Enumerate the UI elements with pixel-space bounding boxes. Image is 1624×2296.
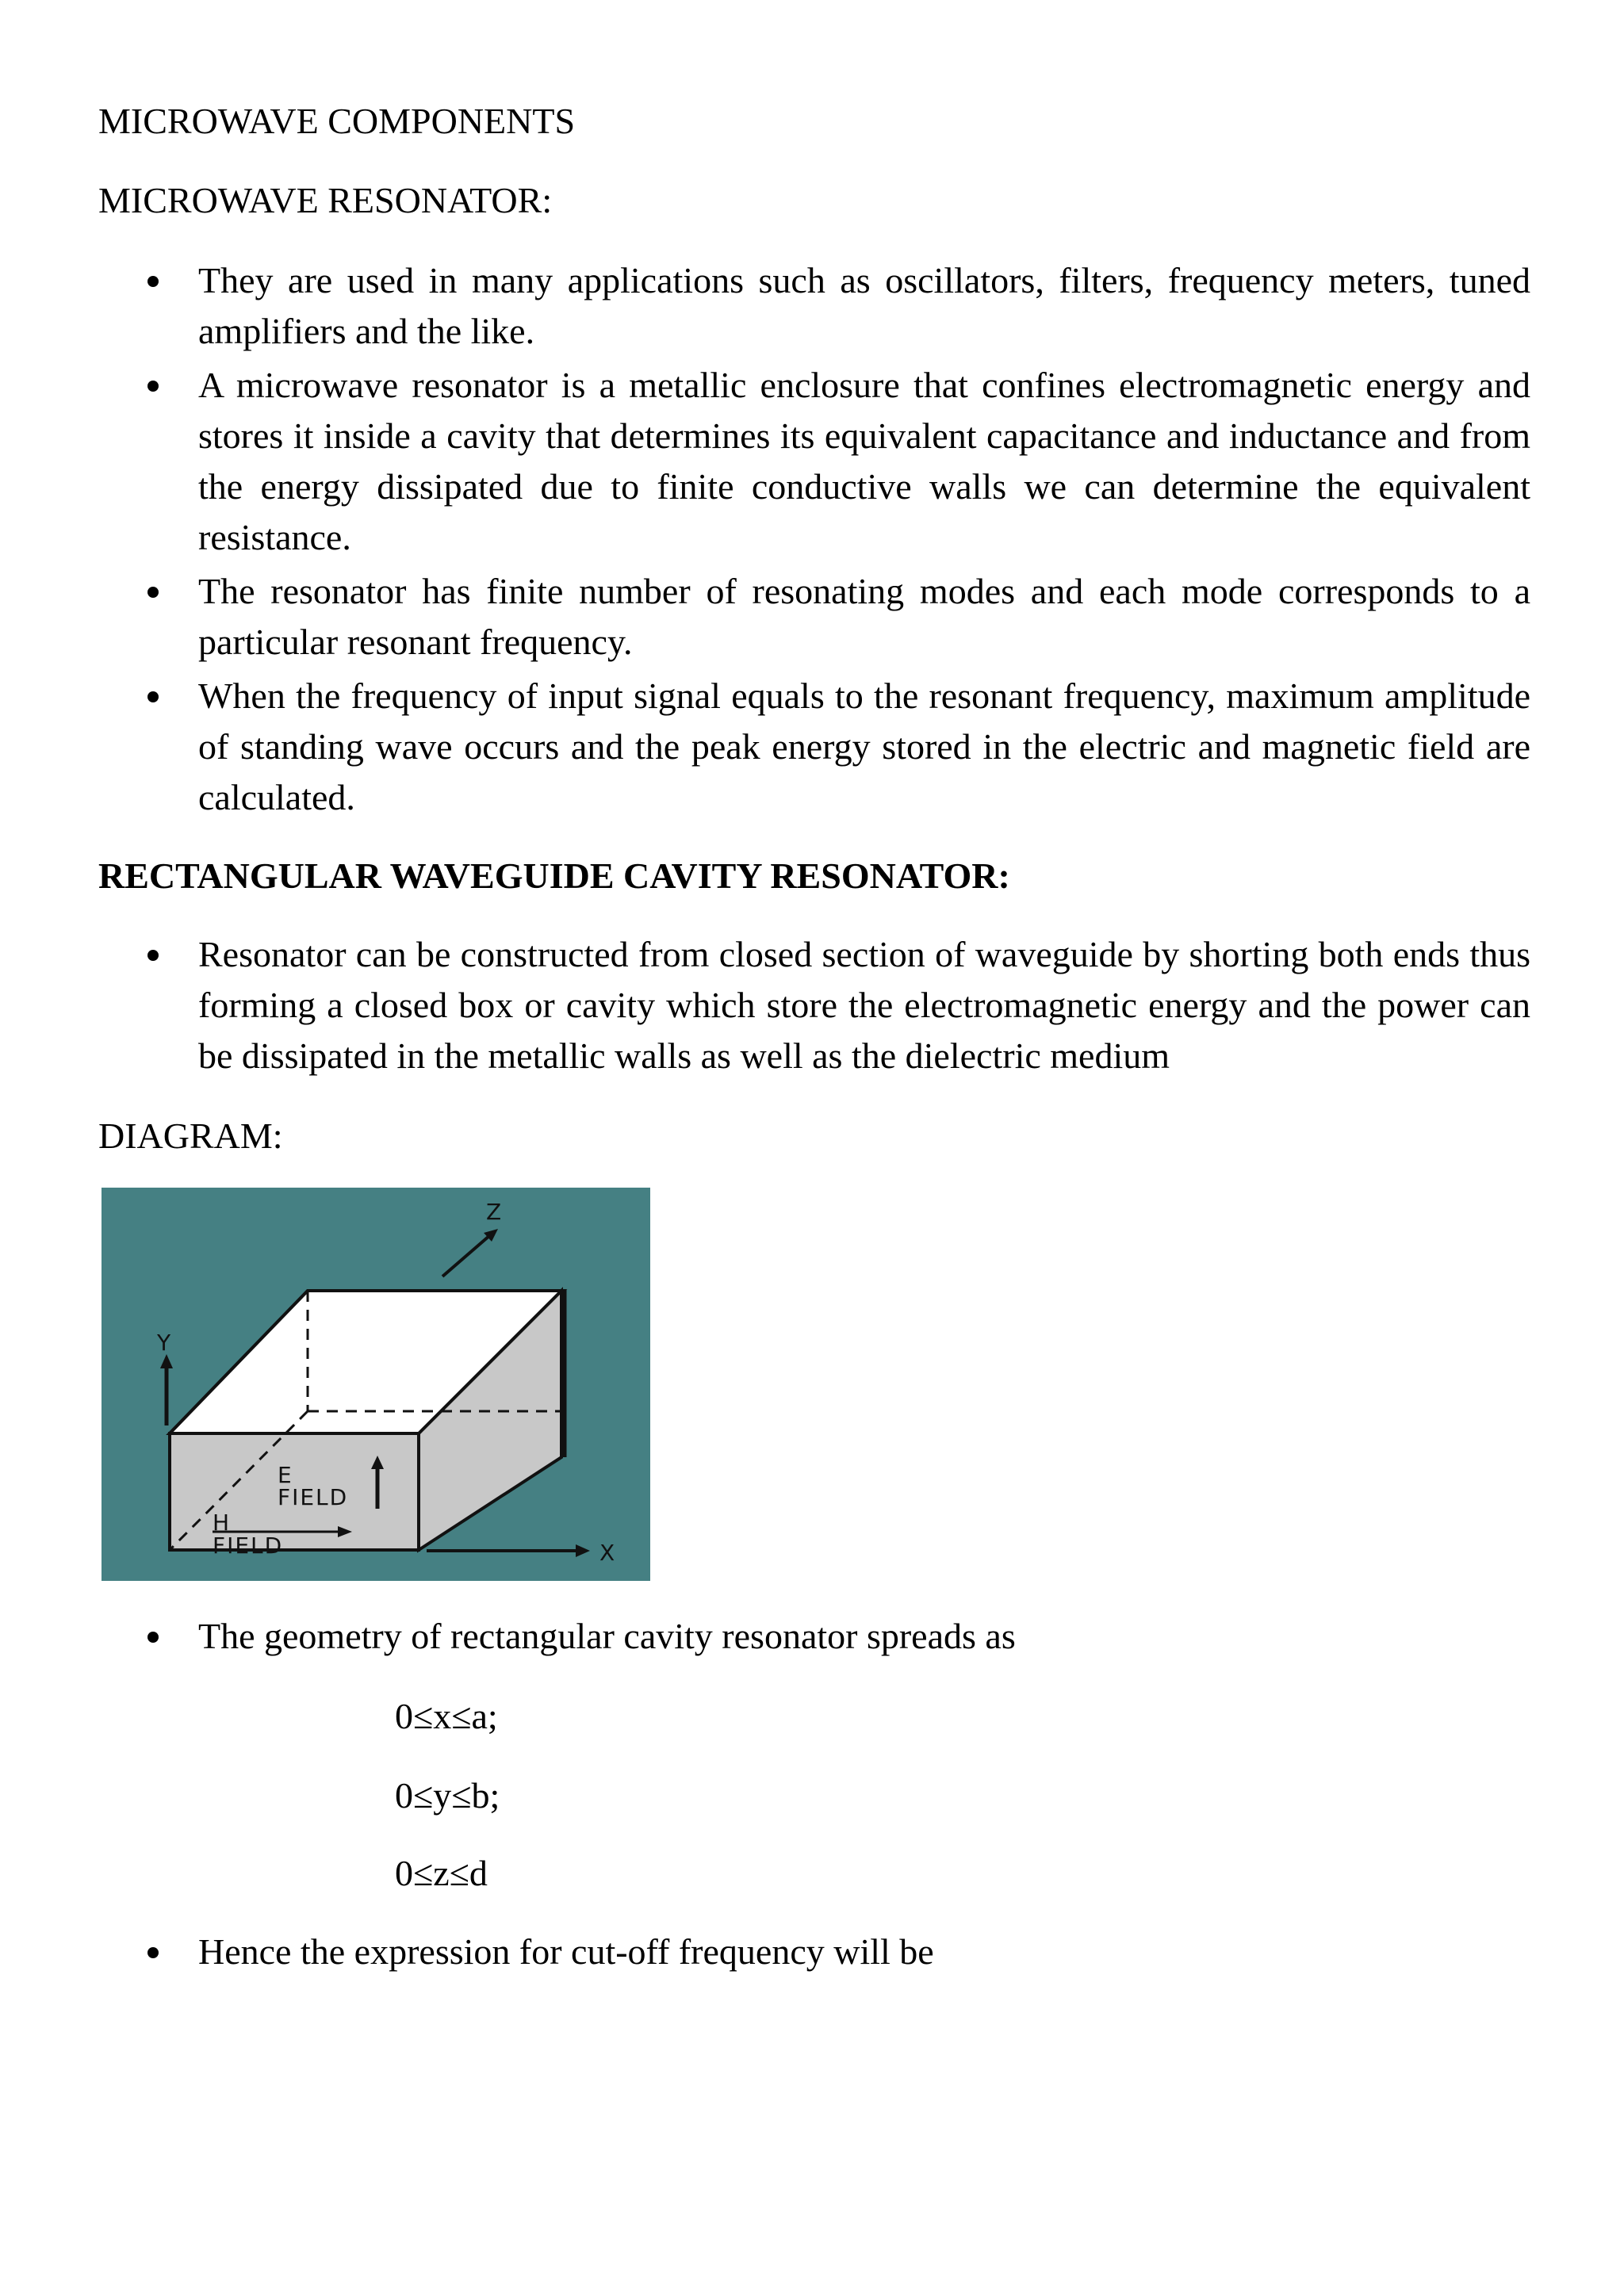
bullet-icon [147,1632,159,1643]
diagram-svg [102,1188,650,1581]
y-axis-label: Y [157,1330,173,1356]
x-axis-label: X [599,1540,617,1566]
cavity-bullet-list [98,929,1530,1085]
resonator-bullet-list [98,255,1530,826]
cutoff-bullet-list [98,1927,1530,1980]
bullet-icon [147,691,159,702]
inequality-z: 0≤z≤d [395,1853,488,1893]
h-field-label-top: H [213,1510,232,1536]
h-field-label-bottom: FIELD [213,1533,284,1559]
bullet-icon [147,950,159,961]
e-field-label-bottom: FIELD [278,1484,349,1510]
inequality-y: 0≤y≤b; [395,1775,500,1816]
bullet-icon [147,276,159,287]
cavity-resonator-diagram [102,1188,650,1581]
z-axis-label: Z [486,1199,504,1225]
section-heading-rectangular-cavity: RECTANGULAR WAVEGUIDE CAVITY RESONATOR: [98,855,1010,896]
bullet-icon [147,1947,159,1958]
list-item: A microwave resonator is a metallic enclosure that confines electromagnetic energy and stores it inside a cavity that determines its equivalent capacitance and inductance and from the energy dissipated due to finite conductive walls we can determine the equivalent resistance. [98,360,1530,563]
diagram-heading: DIAGRAM: [98,1115,283,1156]
e-field-label-top: E [278,1462,293,1488]
inequality-x: 0≤x≤a; [395,1696,498,1736]
page-title: MICROWAVE COMPONENTS [98,101,576,141]
bullet-icon [147,381,159,392]
list-item: They are used in many applications such as oscillators, filters, frequency meters, tuned amplifiers and the like. [98,255,1530,357]
bullet-icon [147,587,159,598]
list-item: Resonator can be constructed from closed section of waveguide by shorting both ends thus forming a closed box or cavity which store the electromagnetic energy and the power can be dissipated in the metallic walls as well as the dielectric medium [98,929,1530,1081]
list-item: The resonator has finite number of resonating modes and each mode corresponds to a particular resonant frequency. [98,566,1530,668]
list-item: When the frequency of input signal equals to the resonant frequency, maximum amplitude of standing wave occurs and the peak energy stored in the electric and magnetic field are calculated. [98,671,1530,823]
list-item: Hence the expression for cut-off frequency will be [98,1927,1530,1977]
list-item: The geometry of rectangular cavity resonator spreads as [98,1611,1530,1662]
geometry-bullet-list [98,1611,1530,1665]
section-heading-microwave-resonator: MICROWAVE RESONATOR: [98,180,553,220]
